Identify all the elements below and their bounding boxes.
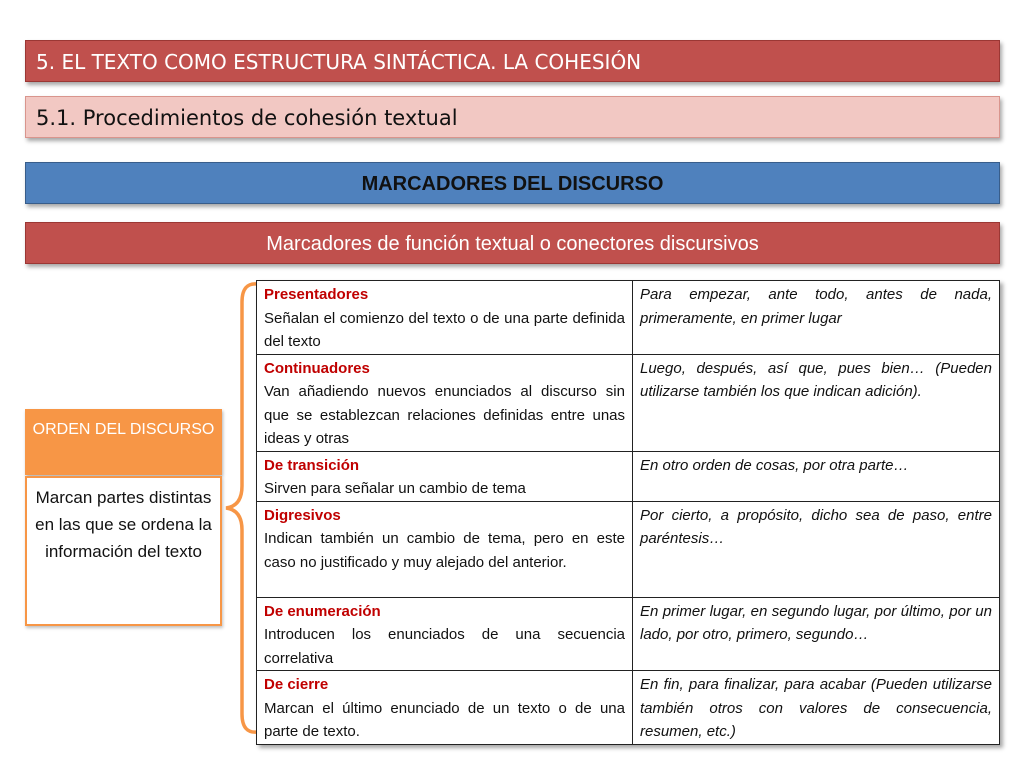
marker-description: Van añadiendo nuevos enunciados al discurso sin que se establezcan relaciones definidas entre unas ideas y otras xyxy=(264,383,625,447)
examples-cell xyxy=(633,597,1000,671)
orden-del-discurso-description: Marcan partes distintas en las que se ordena la información del texto xyxy=(25,476,222,626)
marker-description: Indican también un cambio de tema, pero en este caso no justificado y muy alejado del anterior. xyxy=(264,530,625,571)
marker-cell xyxy=(257,501,633,597)
marker-examples: En primer lugar, en segundo lugar, por último, por un lado, por otro, primero, segundo… xyxy=(640,602,992,643)
marker-name: Continuadores xyxy=(264,359,370,377)
orden-del-discurso-label: ORDEN DEL DISCURSO xyxy=(25,409,222,475)
table-row xyxy=(257,501,1000,597)
subsection-title: Marcadores de función textual o conectores discursivos xyxy=(25,222,1000,264)
table-row xyxy=(257,451,1000,501)
marker-cell xyxy=(257,281,633,355)
marker-description: Marcan el último enunciado de un texto o de una parte de texto. xyxy=(264,699,625,740)
marker-examples: Por cierto, a propósito, dicho sea de paso, entre paréntesis… xyxy=(640,506,992,547)
marker-examples: Luego, después, así que, pues bien… (Pueden utilizarse también los que indican adición). xyxy=(640,359,992,400)
examples-cell xyxy=(633,281,1000,355)
examples-cell xyxy=(633,354,1000,451)
examples-cell xyxy=(633,451,1000,501)
table-row xyxy=(257,281,1000,355)
marker-description: Introducen los enunciados de una secuencia correlativa xyxy=(264,626,625,667)
slide-subheading: 5.1. Procedimientos de cohesión textual xyxy=(25,96,1000,138)
slide-heading: 5. EL TEXTO COMO ESTRUCTURA SINTÁCTICA. LA COHESIÓN xyxy=(25,40,1000,82)
examples-cell xyxy=(633,501,1000,597)
marker-name: Digresivos xyxy=(264,506,341,524)
marker-name: De enumeración xyxy=(264,602,381,620)
marker-examples: Para empezar, ante todo, antes de nada, primeramente, en primer lugar xyxy=(640,286,992,327)
marker-description: Señalan el comienzo del texto o de una parte definida del texto xyxy=(264,309,625,350)
marker-name: De transición xyxy=(264,456,360,474)
marker-examples: En otro orden de cosas, por otra parte… xyxy=(640,456,909,474)
table-row xyxy=(257,597,1000,671)
marker-cell xyxy=(257,597,633,671)
table-row xyxy=(257,354,1000,451)
marcadores-table xyxy=(256,280,1000,745)
section-title: MARCADORES DEL DISCURSO xyxy=(25,162,1000,204)
examples-cell xyxy=(633,671,1000,745)
table-row xyxy=(257,671,1000,745)
marker-name: De cierre xyxy=(264,676,329,693)
marker-cell xyxy=(257,354,633,451)
marker-cell xyxy=(257,451,633,501)
marker-examples: En fin, para finalizar, para acabar (Pueden utilizarse también otros con valores de consecuencia, resumen, etc.) xyxy=(640,676,992,740)
marker-name: Presentadores xyxy=(264,286,369,303)
marker-cell xyxy=(257,671,633,745)
marker-description: Sirven para señalar un cambio de tema xyxy=(264,480,526,497)
